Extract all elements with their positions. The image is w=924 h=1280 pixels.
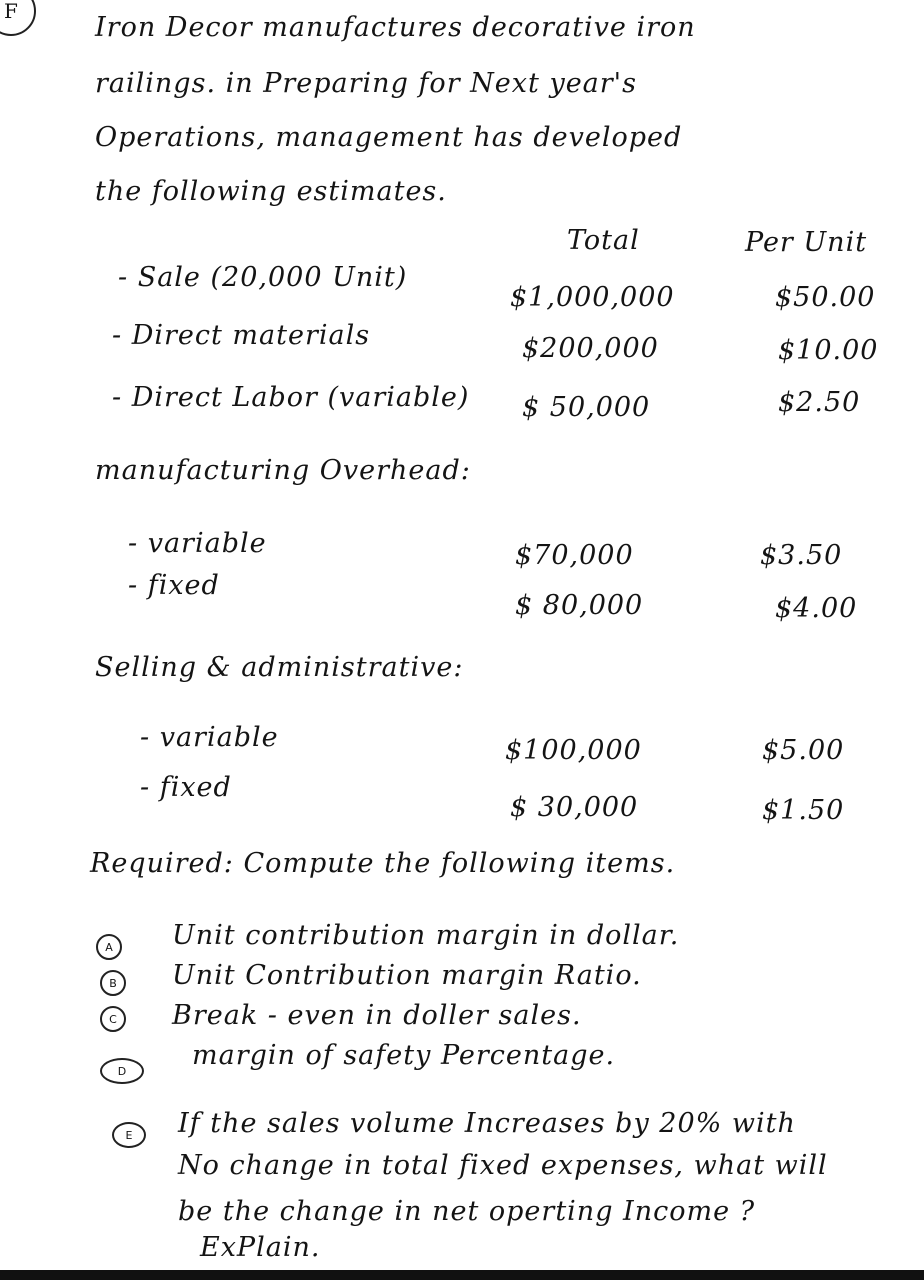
row-label-sa-fixed: - fixed [140, 772, 232, 803]
row-unit-direct-materials: $10.00 [778, 335, 879, 366]
row-unit-sale: $50.00 [775, 282, 876, 313]
item-b-text: Unit Contribution margin Ratio. [172, 960, 642, 991]
item-e-line-1: If the sales volume Increases by 20% with [178, 1108, 796, 1139]
row-label-direct-materials: - Direct materials [112, 320, 371, 351]
row-label-sa-variable: - variable [140, 722, 279, 753]
row-label-moh-variable: - variable [128, 528, 267, 559]
item-d-text: margin of safety Percentage. [192, 1040, 616, 1071]
intro-line-2: railings. in Preparing for Next year's [95, 68, 637, 99]
item-b-badge: B [100, 970, 126, 996]
row-total-sa-variable: $100,000 [505, 735, 642, 766]
item-e-badge: E [112, 1122, 146, 1148]
intro-line-4: the following estimates. [95, 176, 447, 207]
row-label-sale: - Sale (20,000 Unit) [118, 262, 408, 293]
column-header-per-unit: Per Unit [745, 227, 868, 258]
item-e-line-4: ExPlain. [200, 1232, 321, 1263]
row-total-sa-fixed: $ 30,000 [510, 792, 639, 823]
corner-badge: F [0, 0, 36, 36]
row-label-moh-fixed: - fixed [128, 570, 220, 601]
intro-line-3: Operations, management has developed [95, 122, 683, 153]
bottom-edge-bar [0, 1270, 924, 1280]
row-unit-sa-fixed: $1.50 [762, 795, 845, 826]
item-e-line-3: be the change in net operting Income ? [178, 1196, 756, 1227]
row-total-moh-fixed: $ 80,000 [515, 590, 644, 621]
row-unit-direct-labor: $2.50 [778, 387, 861, 418]
row-unit-moh-variable: $3.50 [760, 540, 843, 571]
item-e-line-2: No change in total fixed expenses, what will [178, 1150, 828, 1181]
item-a-badge: A [96, 934, 122, 960]
row-total-moh-variable: $70,000 [515, 540, 634, 571]
selling-admin-heading: Selling & administrative: [95, 652, 464, 683]
row-total-direct-materials: $200,000 [522, 333, 659, 364]
item-c-badge: C [100, 1006, 126, 1032]
item-a-text: Unit contribution margin in dollar. [172, 920, 680, 951]
intro-line-1: Iron Decor manufactures decorative iron [95, 12, 696, 43]
required-heading: Required: Compute the following items. [90, 848, 676, 879]
manufacturing-overhead-heading: manufacturing Overhead: [95, 455, 471, 486]
item-c-text: Break - even in doller sales. [172, 1000, 582, 1031]
row-unit-sa-variable: $5.00 [762, 735, 845, 766]
row-label-direct-labor: - Direct Labor (variable) [112, 382, 470, 413]
row-total-direct-labor: $ 50,000 [522, 392, 651, 423]
column-header-total: Total [567, 225, 640, 256]
row-total-sale: $1,000,000 [510, 282, 675, 313]
item-d-badge: D [100, 1058, 144, 1084]
row-unit-moh-fixed: $4.00 [775, 593, 858, 624]
